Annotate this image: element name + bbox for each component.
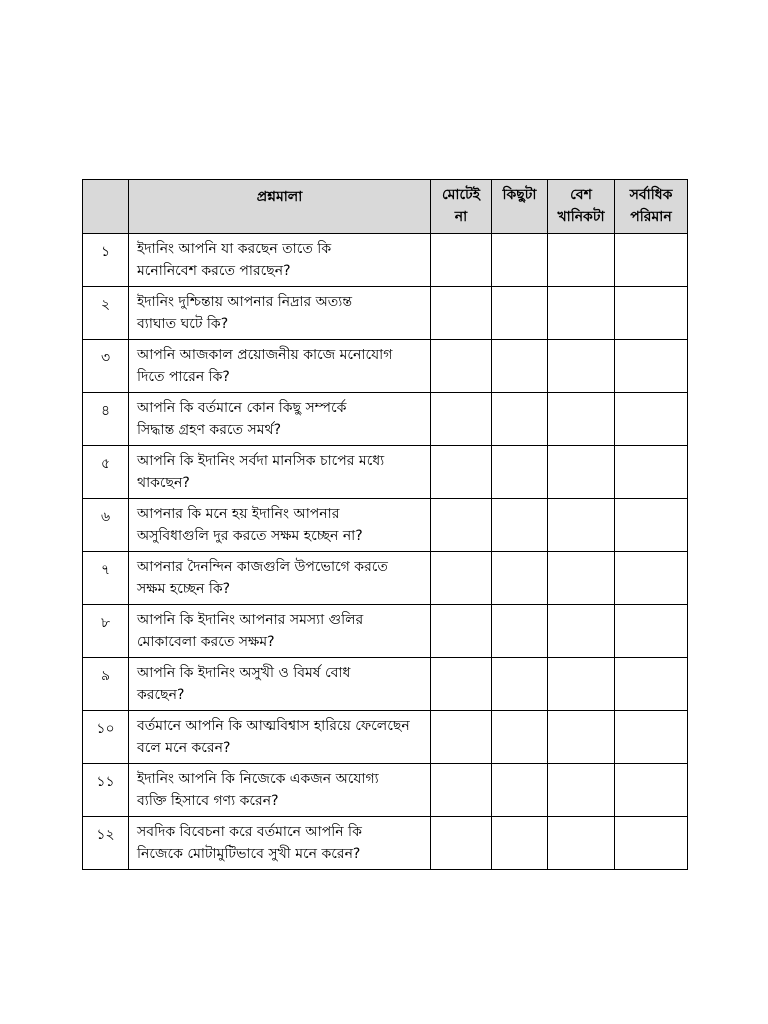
row-serial: ৮: [83, 605, 129, 658]
header-serial: [83, 180, 129, 234]
answer-cell-somewhat[interactable]: [492, 340, 548, 393]
answer-cell-not-at-all[interactable]: [431, 658, 492, 711]
question-line: ব্যাঘাত ঘটে কি?: [137, 316, 229, 332]
answer-cell-very-much[interactable]: [615, 605, 688, 658]
row-question: [129, 499, 431, 552]
header-line: বেশ: [570, 187, 592, 203]
question-line: আপনি আজকাল প্রয়োজনীয় কাজে মনোযোগ: [137, 347, 393, 363]
question-line: বর্তমানে আপনি কি আত্মবিশ্বাস হারিয়ে ফেলেছেন: [137, 718, 410, 734]
question-line: ইদানিং আপনি কি নিজেকে একজন অযোগ্য: [137, 771, 379, 787]
answer-cell-somewhat[interactable]: [492, 234, 548, 287]
row-serial: ৩: [83, 340, 129, 393]
row-question: [129, 552, 431, 605]
row-serial: ১: [83, 234, 129, 287]
answer-cell-quite-a-bit[interactable]: [548, 552, 615, 605]
answer-cell-not-at-all[interactable]: [431, 340, 492, 393]
question-line: সিদ্ধান্ত গ্রহণ করতে সমর্থ?: [137, 422, 282, 438]
table-row: [83, 446, 688, 499]
answer-cell-quite-a-bit[interactable]: [548, 499, 615, 552]
answer-cell-not-at-all[interactable]: [431, 446, 492, 499]
header-line: মোটেই: [441, 187, 481, 203]
row-serial: ১০: [83, 711, 129, 764]
row-serial: ৪: [83, 393, 129, 446]
row-question: [129, 605, 431, 658]
row-serial: ২: [83, 287, 129, 340]
answer-cell-very-much[interactable]: [615, 340, 688, 393]
answer-cell-very-much[interactable]: [615, 446, 688, 499]
answer-cell-somewhat[interactable]: [492, 287, 548, 340]
row-serial: ১২: [83, 817, 129, 870]
header-line: সর্বাধিক: [629, 187, 673, 203]
answer-cell-somewhat[interactable]: [492, 711, 548, 764]
question-line: আপনি কি ইদানিং সর্বদা মানসিক চাপের মধ্যে: [137, 453, 385, 469]
answer-cell-somewhat[interactable]: [492, 817, 548, 870]
header-line: না: [454, 209, 468, 225]
header-line: কিছুটা: [502, 187, 537, 203]
answer-cell-not-at-all[interactable]: [431, 552, 492, 605]
header-line: খানিকটা: [557, 209, 605, 225]
answer-cell-not-at-all[interactable]: [431, 393, 492, 446]
answer-cell-not-at-all[interactable]: [431, 287, 492, 340]
row-question: [129, 446, 431, 499]
table-row: [83, 393, 688, 446]
row-question: [129, 287, 431, 340]
answer-cell-very-much[interactable]: [615, 552, 688, 605]
answer-cell-very-much[interactable]: [615, 817, 688, 870]
row-serial: ৯: [83, 658, 129, 711]
answer-cell-quite-a-bit[interactable]: [548, 605, 615, 658]
table-row: [83, 764, 688, 817]
answer-cell-quite-a-bit[interactable]: [548, 340, 615, 393]
row-serial: ৭: [83, 552, 129, 605]
answer-cell-not-at-all[interactable]: [431, 764, 492, 817]
answer-cell-very-much[interactable]: [615, 764, 688, 817]
question-line: মনোনিবেশ করতে পারছেন?: [137, 263, 291, 279]
answer-cell-somewhat[interactable]: [492, 552, 548, 605]
answer-cell-not-at-all[interactable]: [431, 605, 492, 658]
question-line: আপনার কি মনে হয় ইদানিং আপনার: [137, 506, 340, 522]
answer-cell-very-much[interactable]: [615, 499, 688, 552]
header-row: [83, 180, 688, 234]
table-row: [83, 552, 688, 605]
question-line: নিজেকে মোটামুটিভাবে সুখী মনে করেন?: [137, 846, 361, 862]
questionnaire-body: [83, 234, 688, 870]
row-question: [129, 393, 431, 446]
question-line: আপনি কি বর্তমানে কোন কিছু সম্পর্কে: [137, 400, 347, 416]
row-question: [129, 817, 431, 870]
answer-cell-not-at-all[interactable]: [431, 817, 492, 870]
answer-cell-quite-a-bit[interactable]: [548, 711, 615, 764]
table-row: [83, 817, 688, 870]
question-line: সক্ষম হচ্ছেন কি?: [137, 581, 231, 597]
row-serial: ১১: [83, 764, 129, 817]
questionnaire-table: [82, 179, 688, 870]
question-line: ব্যক্তি হিসাবে গণ্য করেন?: [137, 793, 279, 809]
answer-cell-not-at-all[interactable]: [431, 499, 492, 552]
answer-cell-quite-a-bit[interactable]: [548, 817, 615, 870]
question-line: থাকছেন?: [137, 475, 190, 491]
header-somewhat: [492, 180, 548, 234]
row-serial: ৫: [83, 446, 129, 499]
row-question: [129, 340, 431, 393]
header-quite-a-bit: [548, 180, 615, 234]
answer-cell-very-much[interactable]: [615, 711, 688, 764]
row-question: [129, 234, 431, 287]
question-line: আপনি কি ইদানিং আপনার সমস্যা গুলির: [137, 612, 364, 628]
table-row: [83, 711, 688, 764]
question-line: বলে মনে করেন?: [137, 740, 231, 756]
row-question: [129, 764, 431, 817]
answer-cell-somewhat[interactable]: [492, 499, 548, 552]
question-line: দিতে পারেন কি?: [137, 369, 230, 385]
answer-cell-quite-a-bit[interactable]: [548, 287, 615, 340]
answer-cell-somewhat[interactable]: [492, 658, 548, 711]
answer-cell-not-at-all[interactable]: [431, 234, 492, 287]
answer-cell-very-much[interactable]: [615, 393, 688, 446]
answer-cell-somewhat[interactable]: [492, 446, 548, 499]
answer-cell-quite-a-bit[interactable]: [548, 446, 615, 499]
answer-cell-quite-a-bit[interactable]: [548, 393, 615, 446]
row-question: [129, 711, 431, 764]
answer-cell-quite-a-bit[interactable]: [548, 658, 615, 711]
header-not-at-all: [431, 180, 492, 234]
question-line: আপনার দৈনন্দিন কাজগুলি উপভোগে করতে: [137, 559, 388, 575]
answer-cell-quite-a-bit[interactable]: [548, 764, 615, 817]
table-row: [83, 340, 688, 393]
header-question: প্রশ্নমালা: [129, 180, 431, 234]
answer-cell-very-much[interactable]: [615, 287, 688, 340]
header-line: পরিমান: [630, 209, 672, 225]
question-line: মোকাবেলা করতে সক্ষম?: [137, 634, 275, 650]
answer-cell-very-much[interactable]: [615, 234, 688, 287]
question-line: ইদানিং দুশ্চিন্তায় আপনার নিদ্রার অত্যন্ত: [137, 294, 353, 310]
answer-cell-very-much[interactable]: [615, 658, 688, 711]
answer-cell-somewhat[interactable]: [492, 605, 548, 658]
table-row: [83, 605, 688, 658]
question-line: ইদানিং আপনি যা করছেন তাতে কি: [137, 241, 332, 257]
answer-cell-somewhat[interactable]: [492, 764, 548, 817]
table-row: [83, 499, 688, 552]
question-line: আপনি কি ইদানিং অসুখী ও বিমর্ষ বোধ: [137, 665, 351, 681]
header-very-much: [615, 180, 688, 234]
question-line: অসুবিধাগুলি দুর করতে সক্ষম হচ্ছেন না?: [137, 528, 363, 544]
row-question: [129, 658, 431, 711]
answer-cell-quite-a-bit[interactable]: [548, 234, 615, 287]
table-row: [83, 658, 688, 711]
row-serial: ৬: [83, 499, 129, 552]
question-line: সবদিক বিবেচনা করে বর্তমানে আপনি কি: [137, 824, 362, 840]
question-line: করছেন?: [137, 687, 185, 703]
answer-cell-not-at-all[interactable]: [431, 711, 492, 764]
table-row: [83, 287, 688, 340]
answer-cell-somewhat[interactable]: [492, 393, 548, 446]
table-row: [83, 234, 688, 287]
